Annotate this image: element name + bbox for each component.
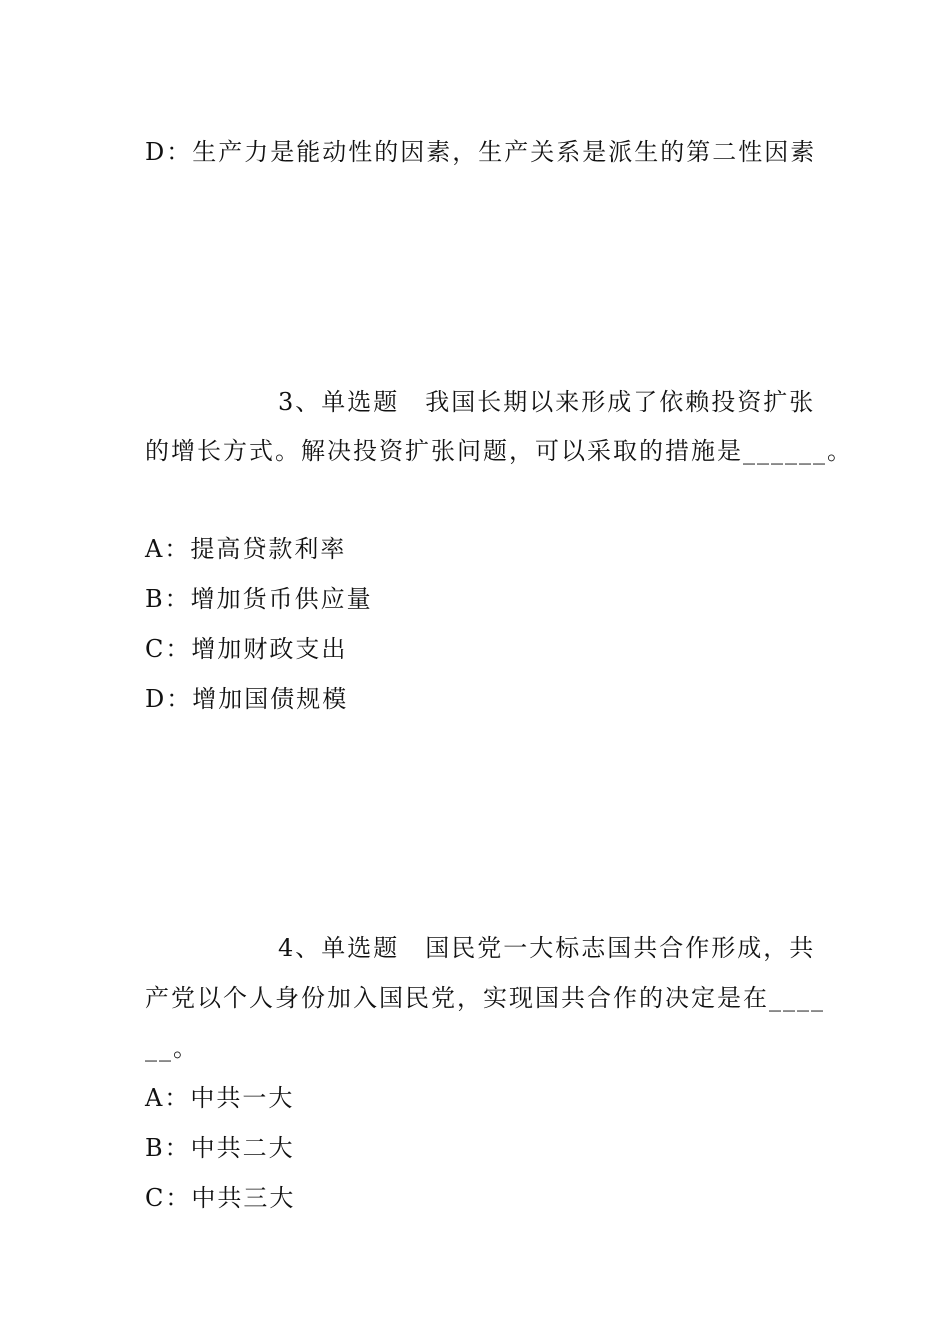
question-4-stem-line-3: __。 — [145, 1034, 199, 1062]
question-3-stem-line-2: 的增长方式。解决投资扩张问题，可以采取的措施是______。 — [145, 437, 853, 465]
question-3-option-b: B：增加货币供应量 — [145, 585, 373, 613]
question-4-stem-line-2: 产党以个人身份加入国民党，实现国共合作的决定是在____ — [145, 984, 825, 1012]
prev-question-option-d: D：生产力是能动性的因素，生产关系是派生的第二性因素 — [145, 138, 817, 166]
question-4-stem-line-1: 4、单选题 国民党一大标志国共合作形成，共 — [278, 934, 816, 962]
question-3-option-d: D：增加国债规模 — [145, 685, 349, 713]
question-4-option-c: C：中共三大 — [145, 1184, 296, 1212]
question-3-option-a: A：提高贷款利率 — [145, 535, 347, 563]
question-3-option-c: C：增加财政支出 — [145, 635, 348, 663]
question-4-option-a: A：中共一大 — [145, 1084, 295, 1112]
question-4-option-b: B：中共二大 — [145, 1134, 295, 1162]
question-3-stem-line-1: 3、单选题 我国长期以来形成了依赖投资扩张 — [278, 388, 816, 416]
